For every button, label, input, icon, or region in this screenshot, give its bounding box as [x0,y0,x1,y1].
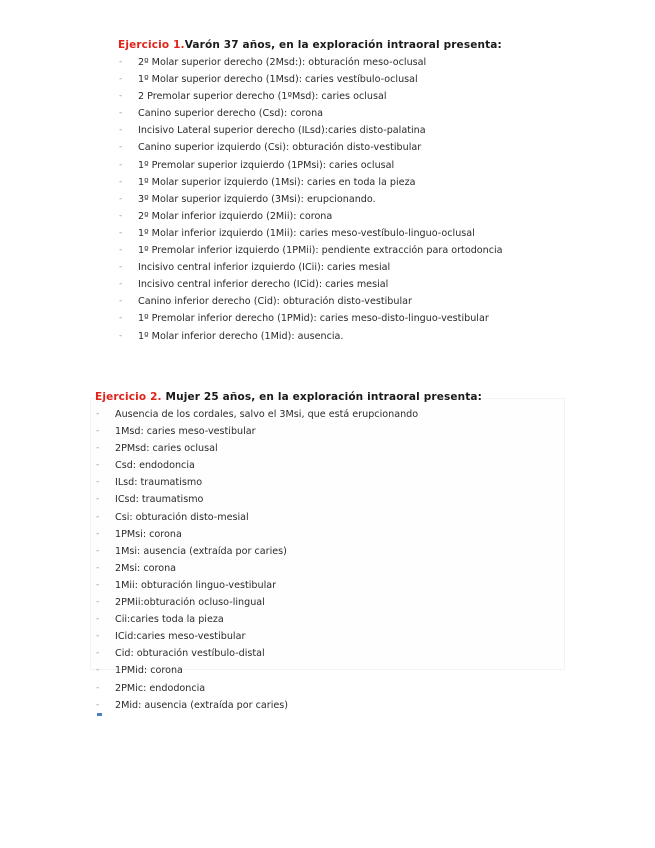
list-item: - 2PMic: endodoncia [95,680,565,697]
list-item: - Incisivo central inferior izquierdo (ICii): caries mesial [118,259,578,276]
list-item: - ICsd: traumatismo [95,491,565,508]
list-item: - ICid:caries meso-vestibular [95,628,565,645]
list-item: - Cid: obturación vestíbulo-distal [95,645,565,662]
dash-bullet-icon: - [96,579,100,590]
exercise-1-label: Ejercicio 1 [118,39,181,51]
list-item: - 1º Premolar inferior izquierdo (1PMii): pendiente extracción para ortodoncia [118,242,578,259]
dash-bullet-icon: - [96,631,100,642]
dash-bullet-icon: - [96,562,100,573]
exercise-2-list [95,406,565,714]
dash-bullet-icon: - [119,57,123,67]
list-item: - 2Msi: corona [95,560,565,577]
list-item: - 1º Molar inferior izquierdo (1Mii): caries meso-vestíbulo-linguo-oclusal [118,225,578,242]
list-item: - 1Msd: caries meso-vestibular [95,423,565,440]
dash-bullet-icon: - [96,665,100,676]
list-item: - 2º Molar superior derecho (2Msd:): obturación meso-oclusal [118,54,578,71]
list-item: - Cii:caries toda la pieza [95,611,565,628]
dash-bullet-icon: - [96,460,100,471]
dash-bullet-icon: - [119,193,123,204]
exercise-1-list [118,54,578,345]
list-item: - 2PMii:obturación ocluso-lingual [95,594,565,611]
list-item: - Incisivo central inferior derecho (ICid): caries mesial [118,276,578,293]
dash-bullet-icon: - [96,409,100,419]
list-item: - ILsd: traumatismo [95,474,565,491]
dash-bullet-icon: - [96,511,100,522]
dash-bullet-icon: - [119,210,123,221]
dash-bullet-icon: - [119,142,123,153]
list-item: - 1º Premolar inferior derecho (1PMid): caries meso-disto-linguo-vestibular [118,310,578,327]
list-item: - 1PMid: corona [95,662,565,679]
list-item: - 1Mii: obturación linguo-vestibular [95,577,565,594]
list-item: - 2Mid: ausencia (extraída por caries) [95,697,565,714]
dash-bullet-icon: - [96,699,100,710]
dash-bullet-icon: - [119,125,123,136]
dash-bullet-icon: - [96,597,100,608]
dash-bullet-icon: - [119,262,123,273]
list-item: - Csi: obturación disto-mesial [95,509,565,526]
dash-bullet-icon: - [119,227,123,238]
exercise-2-title: Mujer 25 años, en la exploración intraoral presenta: [165,391,483,403]
dash-bullet-icon: - [96,682,100,693]
list-item: - 1º Molar superior izquierdo (1Msi): caries en toda la pieza [118,174,578,191]
list-item: - 2 Premolar superior derecho (1ºMsd): caries oclusal [118,88,578,105]
dash-bullet-icon: - [96,545,100,556]
dash-bullet-icon: - [119,108,123,119]
dash-bullet-icon: - [119,313,123,324]
list-item: - 1º Molar inferior derecho (1Mid): ausencia. [118,328,578,345]
exercise-2 [95,389,565,714]
list-item: - 2º Molar inferior izquierdo (2Mii): corona [118,208,578,225]
dash-bullet-icon: - [119,296,123,307]
dash-bullet-icon: - [96,477,100,488]
list-item: - Canino inferior derecho (Cid): obturación disto-vestibular [118,293,578,310]
list-item: - Incisivo Lateral superior derecho (ILsd):caries disto-palatina [118,122,578,139]
dash-bullet-icon: - [119,91,123,102]
exercise-2-label: Ejercicio 2 [95,391,158,403]
dash-bullet-icon: - [119,330,123,341]
exercise-1-heading: Ejercicio 1.Varón 37 años, en la exploración intraoral presenta: [118,39,502,51]
list-item: - Canino superior izquierdo (Csi): obturación disto-vestibular [118,139,578,156]
list-item: - Canino superior derecho (Csd): corona [118,105,578,122]
exercise-1-title: Varón 37 años, en la exploración intraoral presenta: [184,39,502,51]
dash-bullet-icon: - [119,279,123,290]
dash-bullet-icon: - [96,443,100,454]
dash-bullet-icon: - [119,159,123,170]
list-item: - 1Msi: ausencia (extraída por caries) [95,543,565,560]
dash-bullet-icon: - [96,494,100,505]
dash-bullet-icon: - [119,245,123,256]
list-item: - Ausencia de los cordales, salvo el 3Msi, que está erupcionando [95,406,565,423]
list-item: - 1PMsi: corona [95,526,565,543]
list-item: - Csd: endodoncia [95,457,565,474]
dash-bullet-icon: - [96,426,100,437]
dash-bullet-icon: - [119,74,123,85]
exercise-2-heading: Ejercicio 2. Mujer 25 años, en la exploración intraoral presenta: [95,391,483,403]
dash-bullet-icon: - [96,648,100,659]
list-item: - 2PMsd: caries oclusal [95,440,565,457]
dash-bullet-icon: - [96,528,100,539]
list-item: - 1º Premolar superior izquierdo (1PMsi): caries oclusal [118,157,578,174]
list-item: - 1º Molar superior derecho (1Msd): caries vestíbulo-oclusal [118,71,578,88]
list-item: - 3º Molar superior izquierdo (3Msi): erupcionando. [118,191,578,208]
dash-bullet-icon: - [119,176,123,187]
dash-bullet-icon: - [96,614,100,625]
text-cursor-marker-icon [97,713,102,716]
exercise-1 [118,37,578,345]
